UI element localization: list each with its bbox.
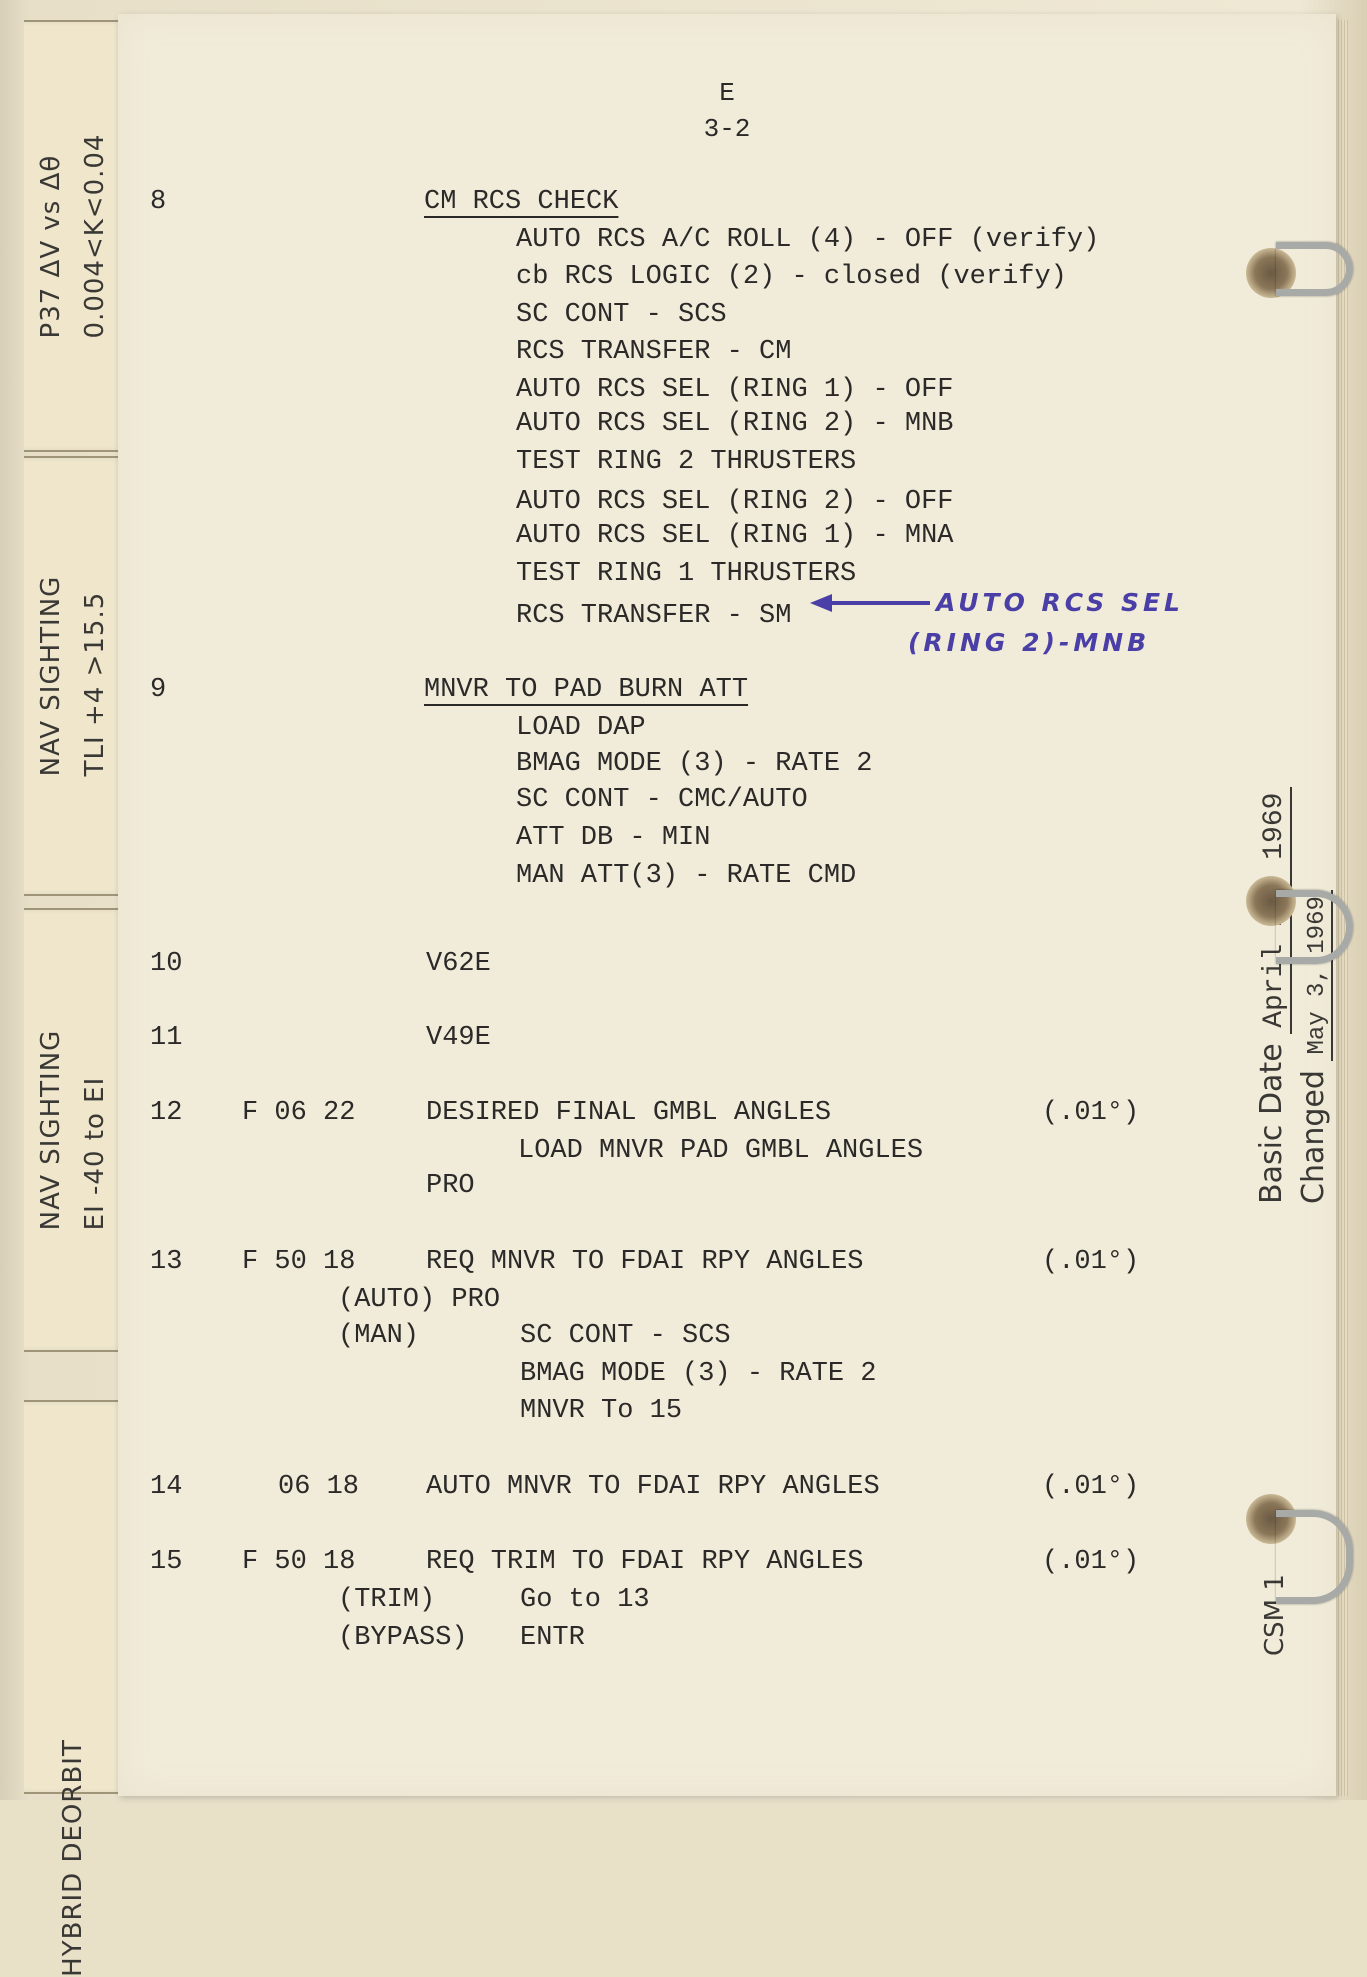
checklist-page (118, 14, 1336, 1796)
step-number: 13 (150, 1247, 183, 1277)
step-unit: (.01°) (1042, 1247, 1140, 1277)
step-text: V62E (426, 949, 491, 979)
step-text: DESIRED FINAL GMBL ANGLES (426, 1098, 832, 1128)
checklist-item: ATT DB - MIN (516, 823, 711, 853)
binder-ring (1276, 1510, 1353, 1604)
checklist-item: TEST RING 1 THRUSTERS (516, 559, 857, 589)
step-code: F 50 18 (242, 1547, 356, 1577)
tab-hybrid-deorbit-label: HYBRID DEORBIT (58, 1739, 88, 1977)
checklist-item: PRO (426, 1171, 475, 1201)
step-unit: (.01°) (1042, 1547, 1140, 1577)
checklist-item: AUTO RCS SEL (RING 2) - MNB (516, 409, 954, 439)
tab-nav-sighting-tli[interactable] (24, 456, 122, 896)
tab-nav-sighting-tli-label: NAV SIGHTING TLI +4 >15.5 (36, 575, 110, 777)
binder-ring (1276, 890, 1353, 964)
step-text: REQ TRIM TO FDAI RPY ANGLES (426, 1547, 864, 1577)
handwritten-annotation-line2: (RING 2)-MNB (908, 628, 1151, 657)
binder-ring (1276, 242, 1353, 296)
step-code: F 50 18 (242, 1247, 356, 1277)
checklist-item: ENTR (520, 1623, 585, 1653)
step-text: V49E (426, 1023, 491, 1053)
checklist-item: SC CONT - SCS (520, 1321, 731, 1351)
step-number: 14 (150, 1472, 183, 1502)
checklist-item: MNVR To 15 (520, 1396, 683, 1426)
checklist-item: BMAG MODE (3) - RATE 2 (520, 1359, 877, 1389)
checklist-item: cb RCS LOGIC (2) - closed (verify) (516, 262, 1067, 292)
checklist-item: RCS TRANSFER - CM (516, 337, 792, 367)
step-text: AUTO MNVR TO FDAI RPY ANGLES (426, 1472, 880, 1502)
tab-hybrid-deorbit[interactable] (24, 1400, 122, 1977)
checklist-item: SC CONT - SCS (516, 300, 727, 330)
checklist-item: MAN ATT(3) - RATE CMD (516, 861, 857, 891)
section-letter: E (719, 78, 735, 108)
step-number: 15 (150, 1547, 183, 1577)
changed-date: Changed May 3, 1969 (1296, 890, 1331, 1204)
tab-nav-sighting-ei-label: NAV SIGHTING EI -40 to EI (36, 1029, 110, 1231)
document-id: CSM 1 (1260, 1574, 1290, 1656)
step-title: CM RCS CHECK (424, 187, 619, 217)
annotation-arrowhead (810, 594, 832, 612)
checklist-item: SC CONT - CMC/AUTO (516, 785, 808, 815)
checklist-item: BMAG MODE (3) - RATE 2 (516, 749, 873, 779)
handwritten-annotation-line1: AUTO RCS SEL (936, 588, 1184, 617)
tab-nav-sighting-ei[interactable] (24, 908, 122, 1352)
checklist-item: AUTO RCS SEL (RING 1) - MNA (516, 521, 954, 551)
tab-p37-label: P37 ΔV vs Δθ 0.004<K<0.04 (36, 133, 110, 339)
checklist-item: (MAN) (338, 1321, 420, 1351)
step-number: 9 (150, 675, 167, 705)
checklist-item: LOAD MNVR PAD GMBL ANGLES (518, 1136, 924, 1166)
step-code: F 06 22 (242, 1098, 356, 1128)
step-unit: (.01°) (1042, 1472, 1140, 1502)
step-text: REQ MNVR TO FDAI RPY ANGLES (426, 1247, 864, 1277)
step-number: 8 (150, 187, 167, 217)
checklist-item: RCS TRANSFER - SM (516, 601, 792, 631)
checklist-item: AUTO RCS A/C ROLL (4) - OFF (verify) (516, 225, 1100, 255)
step-number: 10 (150, 949, 183, 979)
checklist-item: (BYPASS) (338, 1623, 468, 1653)
checklist-item: (AUTO) PRO (338, 1285, 501, 1315)
step-number: 12 (150, 1098, 183, 1128)
step-title: MNVR TO PAD BURN ATT (424, 675, 749, 705)
annotation-arrow (830, 601, 930, 605)
step-number: 11 (150, 1023, 183, 1053)
step-unit: (.01°) (1042, 1098, 1140, 1128)
basic-date: Basic Date (1254, 787, 1290, 1204)
tab-p37[interactable] (24, 20, 122, 452)
step-code: 06 18 (278, 1472, 360, 1502)
checklist-item: AUTO RCS SEL (RING 2) - OFF (516, 487, 954, 517)
page-number: 3-2 (703, 114, 751, 144)
checklist-item: AUTO RCS SEL (RING 1) - OFF (516, 375, 954, 405)
checklist-item: (TRIM) (338, 1585, 436, 1615)
checklist-item: TEST RING 2 THRUSTERS (516, 447, 857, 477)
checklist-item: Go to 13 (520, 1585, 650, 1615)
checklist-item: LOAD DAP (516, 713, 646, 743)
